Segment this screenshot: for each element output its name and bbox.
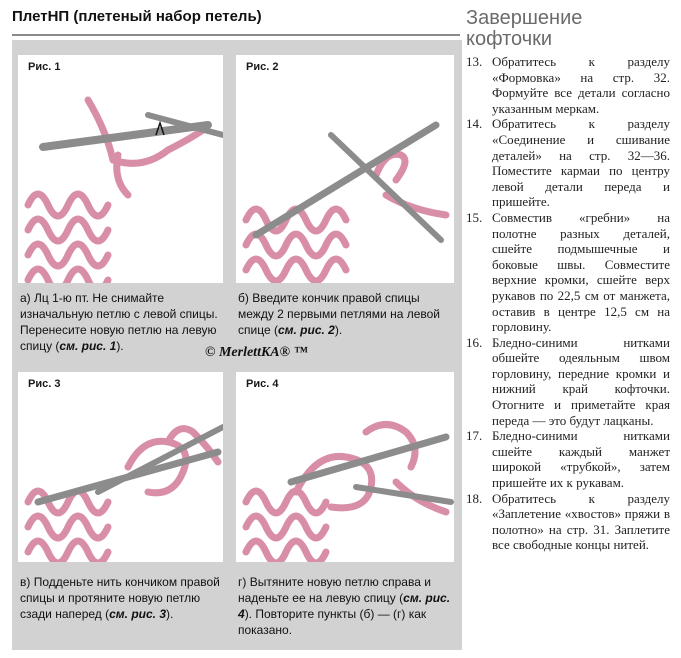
section-title — [466, 8, 582, 50]
step-number: 15. — [466, 209, 483, 225]
caption-b-text: б) Введите кончик правой спицы между 2 первыми петлями на левой спице ( — [238, 291, 441, 337]
step-18 — [466, 491, 670, 553]
step-number: 18. — [466, 490, 483, 506]
figure-2-label: Рис. 2 — [246, 61, 279, 73]
step-number: 13. — [466, 54, 483, 69]
caption-a-ref: см. рис. 1 — [59, 339, 117, 353]
caption-c-end: ). — [166, 607, 174, 621]
caption-b-end: ). — [334, 323, 343, 337]
step-17 — [466, 428, 670, 490]
caption-a-text: а) Лц 1-ю пт. Не снимайте изначальную петлю с левой спицы. Перенесите новую петлю на левую спицу ( — [20, 291, 218, 353]
figure-4-label: Рис. 4 — [246, 378, 279, 390]
figure-4 — [236, 372, 454, 562]
figure-2 — [236, 55, 454, 283]
step-16 — [466, 335, 670, 429]
figure-1-label: Рис. 1 — [28, 61, 61, 73]
caption-d — [238, 574, 452, 638]
caption-b — [238, 290, 452, 338]
figure-1 — [18, 55, 223, 283]
step-13 — [466, 54, 670, 116]
step-text: Обратитесь к разделу «Формовка» на стр. 32. Формуйте все детали согласно указанным меркам. — [492, 54, 670, 116]
section-title-line-2: кофточки — [466, 28, 553, 50]
figure-3-label: Рис. 3 — [28, 378, 61, 390]
step-number: 16. — [466, 334, 483, 350]
figure-1-illustration — [18, 55, 223, 283]
caption-c-text: в) Подденьте нить кончиком правой спицы и протяните новую петлю сзади наперед ( — [20, 575, 220, 621]
caption-d-text: г) Вытяните новую петлю справа и наденьте ее на левую спицу ( — [238, 575, 431, 605]
caption-c-ref: см. рис. 3 — [109, 607, 167, 621]
step-text: Бледно-синими нитками обшейте одеяльным швом горловину, передние кромки и нижний край кофточки. Отогните и приметайте края переда — это будут лацканы. — [492, 334, 670, 428]
step-text: Обратитесь к разделу «Заплетение «хвостов» пряжи в полотно» на стр. 31. Заплетите все свободные концы нитей. — [492, 490, 670, 553]
step-number: 14. — [466, 116, 483, 132]
section-title-line-1: Завершение — [466, 7, 583, 29]
step-14 — [466, 116, 670, 210]
page-title: ПлетНП (плетеный набор петель) — [12, 8, 262, 25]
step-text: Бледно-синими нитками сшейте каждый манжет широкой «трубкой», затем пришейте их к рукавам. — [492, 428, 670, 491]
step-text: Совместив «гребни» на полотне разных деталей, сшейте подмышечные и боковые швы. Совместите верхние кромки, сшейте верх рукавов по 22,5 см от манжета, оставив в центре 12,5 см на горловину. — [492, 209, 670, 335]
caption-d-ref: см. рис. 4 — [238, 591, 451, 621]
step-number: 17. — [466, 428, 483, 444]
caption-a — [20, 290, 220, 354]
figure-3 — [18, 372, 223, 562]
title-divider — [12, 34, 460, 36]
step-text: Обратитесь к разделу «Соединение и сшивание деталей» на стр. 32—36. Поместите кармаи по центру левой детали переда и пришейте. — [492, 116, 670, 210]
step-15 — [466, 210, 670, 335]
caption-d-end: ). Повторите пункты (б) — (г) как показано. — [238, 607, 427, 637]
finishing-steps-list — [466, 54, 670, 553]
watermark: © MerlettKA® ™ — [205, 345, 308, 360]
figure-2-illustration — [236, 55, 454, 283]
caption-a-end: ). — [116, 339, 124, 353]
figure-3-illustration — [18, 372, 223, 562]
figure-4-illustration — [236, 372, 454, 562]
caption-b-ref: см. рис. 2 — [277, 323, 335, 337]
caption-c — [20, 574, 220, 622]
